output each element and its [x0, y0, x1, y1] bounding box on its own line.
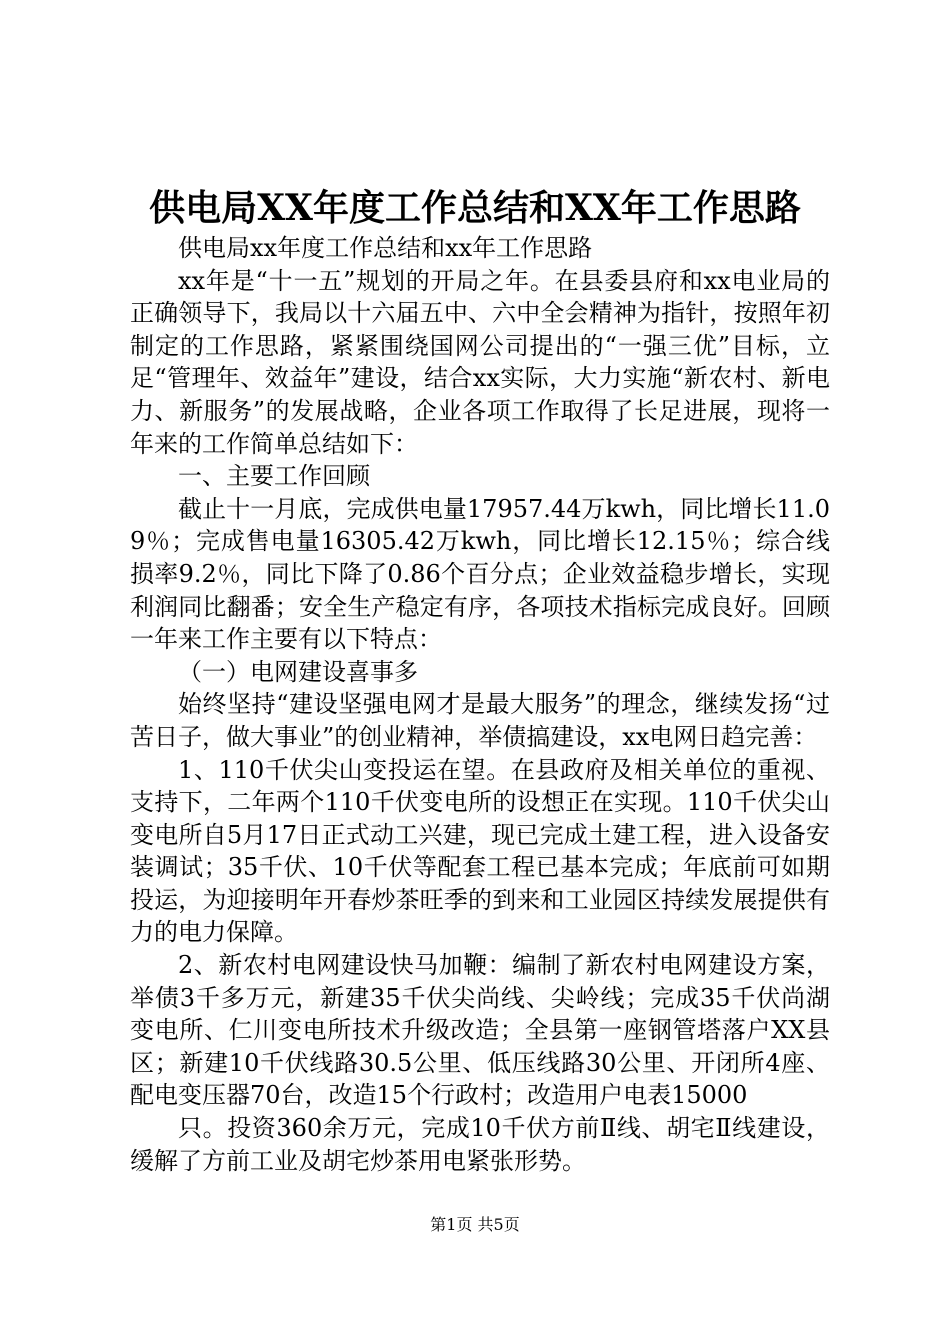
paragraph-subtitle: 供电局xx年度工作总结和xx年工作思路 — [178, 234, 593, 262]
document-body — [130, 232, 830, 1177]
paragraph-intro: xx年是“十一五”规划的开局之年。在县委县府和xx电业局的正确领导下，我局以十六届五中、六中全会精神为指针，按照年初制定的工作思路，紧紧围绕国网公司提出的“一强三优”目标，立足“管理年、效益年”建设，结合xx实际，大力实施“新农村、新电力、新服务”的发展战略，企业各项工作取得了长足进展，现将一年来的工作简单总结如下： — [130, 266, 830, 458]
paragraph-item-2: 2、新农村电网建设快马加鞭：编制了新农村电网建设方案，举债3千多万元，新建35千伏尖尚线、尖岭线；完成35千伏尚湖变电所、仁川变电所技术升级改造；全县第一座钢管塔落户XX县区；新建10千伏线路30.5公里、低压线路30公里、开闭所4座、配电变压器70台，改造15个行政村；改造用户电表15000 — [130, 951, 830, 1110]
paragraph-item-1: 1、110千伏尖山变投运在望。在县政府及相关单位的重视、支持下，二年两个110千伏变电所的设想正在实现。110千伏尖山变电所自5月17日正式动工兴建，现已完成土建工程，进入设备安装调试；35千伏、10千伏等配套工程已基本完成；年底前可如期投运，为迎接明年开春炒茶旺季的到来和工业园区持续发展提供有力的电力保障。 — [130, 755, 830, 947]
paragraph-continuation: 只。投资360余万元，完成10千伏方前Ⅱ线、胡宅Ⅱ线建设，缓解了方前工业及胡宅炒茶用电紧张形势。 — [130, 1114, 830, 1175]
document-title: 供电局XX年度工作总结和XX年工作思路 — [149, 187, 801, 229]
section-heading: 一、主要工作回顾 — [178, 462, 370, 491]
paragraph-summary: 截止十一月底，完成供电量17957.44万kwh，同比增长11.09％；完成售电量16305.42万kwh，同比增长12.15％；综合线损率9.2％，同比下降了0.86个百分点；企业效益稳步增长，实现利润同比翻番；安全生产稳定有序，各项技术指标完成良好。回顾一年来工作主要有以下特点： — [130, 494, 830, 654]
paragraph-grid-intro: 始终坚持“建设坚强电网才是最大服务”的理念，继续发扬“过苦日子，做大事业”的创业精神，举债搞建设，xx电网日趋完善： — [130, 690, 830, 751]
page-footer: 第1页 共5页 — [430, 1215, 520, 1234]
subsection-heading: （一）电网建设喜事多 — [178, 657, 418, 686]
